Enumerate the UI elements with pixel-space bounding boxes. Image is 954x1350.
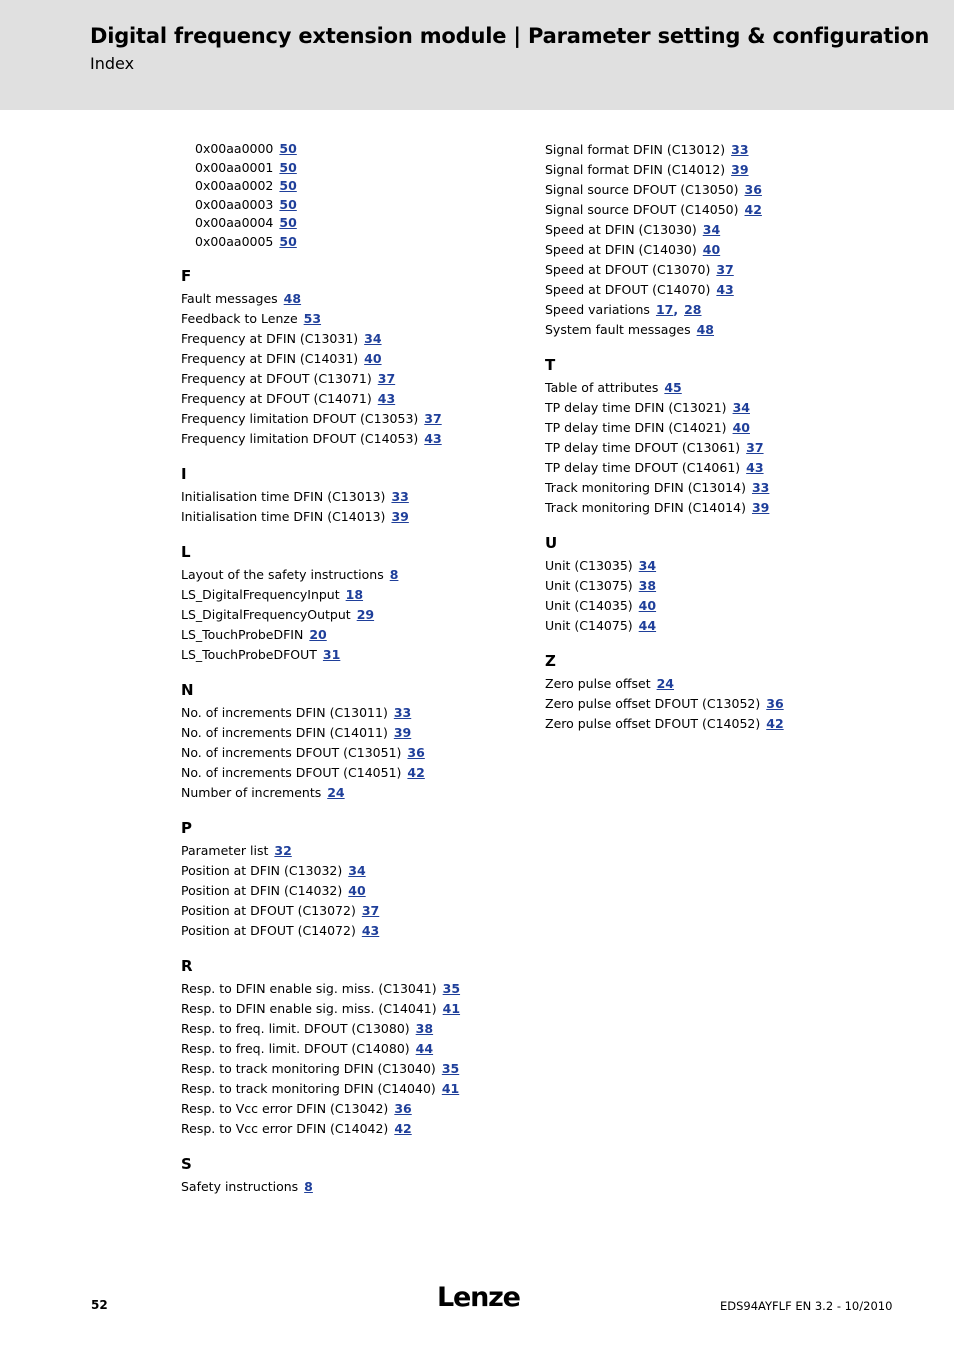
index-letter-heading: T (545, 356, 556, 374)
page-link[interactable]: 37 (716, 262, 734, 277)
index-group (545, 354, 925, 518)
index-entry (181, 1099, 521, 1119)
page-link[interactable]: 34 (348, 863, 366, 878)
index-column-left (181, 140, 521, 1211)
index-entry-text: Resp. to DFIN enable sig. miss. (C14041) (181, 1001, 437, 1016)
index-entry (181, 703, 521, 723)
index-entry (181, 565, 521, 585)
index-entry-text: No. of increments DFOUT (C14051) (181, 765, 402, 780)
index-entry-text: 0x00aa0002 (195, 178, 274, 193)
index-entry (181, 1119, 521, 1139)
page-link[interactable]: 40 (702, 242, 721, 257)
index-entry (181, 289, 521, 309)
page-header (0, 0, 954, 110)
index-entry (181, 605, 521, 625)
index-letter-heading: I (181, 465, 187, 483)
index-entry (181, 1079, 521, 1099)
index-entry (181, 901, 521, 921)
page-subtitle: Index (90, 54, 135, 73)
index-entry-text: Resp. to Vcc error DFIN (C14042) (181, 1121, 389, 1136)
page-link[interactable]: 50 (279, 159, 297, 175)
index-entry-text: No. of increments DFOUT (C13051) (181, 745, 402, 760)
index-group (181, 1153, 521, 1197)
index-entry (181, 309, 521, 329)
page-link[interactable]: 50 (279, 141, 297, 156)
page-link[interactable]: 50 (279, 178, 297, 193)
index-group (181, 140, 521, 251)
index-entry-text: Signal source DFOUT (C13050) (545, 182, 739, 197)
index-entry (181, 625, 521, 645)
index-entry-text: Speed at DFOUT (C13070) (545, 262, 711, 277)
index-group (545, 140, 925, 340)
index-entry (181, 743, 521, 763)
index-entry-text: Initialisation time DFIN (C13013) (181, 489, 386, 504)
page-link[interactable]: 24 (327, 785, 345, 800)
page-link[interactable]: 33 (731, 142, 749, 157)
index-entry-text: Parameter list (181, 843, 269, 858)
page-link[interactable]: 33 (391, 489, 409, 504)
page-link[interactable]: 35 (442, 981, 461, 996)
page-link[interactable]: 40 (348, 883, 366, 898)
page-link[interactable]: 40 (364, 351, 382, 366)
index-entry-text: No. of increments DFIN (C14011) (181, 725, 388, 740)
index-entry-text: Resp. to track monitoring DFIN (C13040) (181, 1061, 436, 1076)
index-entry (545, 220, 925, 240)
page-link[interactable]: 8 (389, 567, 399, 582)
index-entry-text: LS_TouchProbeDFOUT (181, 647, 317, 662)
page-link[interactable]: 36 (744, 182, 762, 197)
page-link[interactable]: 36 (766, 696, 784, 711)
page-link[interactable]: 20 (309, 627, 327, 642)
index-entry-text: Signal format DFIN (C14012) (545, 162, 726, 177)
index-entry-text: Number of increments (181, 785, 322, 800)
index-entry (181, 783, 521, 803)
index-group (181, 955, 521, 1139)
index-entry-text: Resp. to Vcc error DFIN (C13042) (181, 1101, 389, 1116)
index-entry (545, 280, 925, 300)
index-entry-text: Frequency at DFOUT (C14071) (181, 391, 372, 406)
index-entry-text: Speed at DFIN (C13030) (545, 222, 697, 237)
index-entry-text: Fault messages (181, 291, 278, 306)
page-link[interactable]: 38 (638, 578, 657, 593)
index-entry (545, 478, 925, 498)
page-link[interactable]: 32 (274, 843, 292, 858)
page-link[interactable]: 8 (304, 1179, 313, 1194)
index-entry (181, 881, 521, 901)
index-entry (181, 409, 521, 429)
index-entry (181, 979, 521, 999)
page-link[interactable]: 42 (394, 1121, 412, 1136)
page-link[interactable]: 36 (407, 745, 425, 760)
index-letter-heading: L (181, 543, 191, 561)
index-entry (181, 349, 521, 369)
index-entry (545, 378, 925, 398)
index-entry-text: Layout of the safety instructions (181, 567, 384, 582)
page-link[interactable]: 37 (377, 371, 396, 386)
page-link[interactable]: 29 (356, 607, 375, 622)
index-group (181, 265, 521, 449)
page-link[interactable]: 28 (684, 302, 702, 317)
index-entry-text: TP delay time DFIN (C14021) (545, 420, 727, 435)
page-link[interactable]: 50 (279, 233, 297, 249)
page-link[interactable]: 24 (656, 676, 675, 691)
index-entry (545, 418, 925, 438)
page-link[interactable]: 37 (361, 903, 380, 918)
index-letter-heading: U (545, 534, 558, 552)
index-entry (545, 160, 925, 180)
page-link[interactable]: 31 (322, 647, 341, 662)
page-link[interactable]: 42 (766, 716, 784, 731)
index-entry-text: 0x00aa0004 (195, 215, 274, 230)
index-entry-text: No. of increments DFIN (C13011) (181, 705, 388, 720)
index-entry (181, 177, 521, 196)
index-entry (545, 320, 925, 340)
index-entry-text: Zero pulse offset DFOUT (C13052) (545, 696, 761, 711)
index-entry (181, 329, 521, 349)
index-entry-text: Zero pulse offset (545, 676, 651, 691)
index-letter-heading: R (181, 957, 193, 975)
index-entry (545, 576, 925, 596)
index-entry-text: Position at DFOUT (C14072) (181, 923, 356, 938)
page-link[interactable]: 43 (377, 391, 396, 406)
index-entry (545, 616, 925, 636)
index-entry (181, 429, 521, 449)
index-entry (181, 763, 521, 783)
index-entry (545, 140, 925, 160)
index-entry-text: System fault messages (545, 322, 691, 337)
index-letter-heading: Z (545, 652, 556, 670)
index-entry (545, 438, 925, 458)
index-entry-text: Signal format DFIN (C13012) (545, 142, 726, 157)
index-entry (181, 645, 521, 665)
page-link[interactable]: 41 (442, 1001, 461, 1016)
index-entry (545, 596, 925, 616)
index-entry-text: Position at DFOUT (C13072) (181, 903, 356, 918)
index-entry-text: Table of attributes (545, 380, 659, 395)
index-entry-text: Frequency at DFIN (C13031) (181, 331, 359, 346)
index-group (181, 817, 521, 941)
page-title: Digital frequency extension module | Parameter setting & configuration (90, 24, 930, 48)
index-entry-text: Resp. to DFIN enable sig. miss. (C13041) (181, 981, 437, 996)
index-entry (181, 159, 521, 178)
index-entry-text: Resp. to track monitoring DFIN (C14040) (181, 1081, 436, 1096)
page-link[interactable]: 44 (415, 1041, 434, 1056)
lenze-logo: Lenze (437, 1282, 520, 1313)
index-entry-text: 0x00aa0001 (195, 159, 274, 175)
index-entry (181, 861, 521, 881)
index-entry-text: TP delay time DFOUT (C13061) (545, 440, 741, 455)
index-entry-text: Unit (C13075) (545, 578, 633, 593)
index-group (181, 679, 521, 803)
page-link[interactable]: 50 (279, 196, 297, 212)
index-entry-text: Resp. to freq. limit. DFOUT (C14080) (181, 1041, 410, 1056)
index-column-right (545, 140, 925, 748)
page-link[interactable]: 33 (393, 705, 412, 720)
index-entry-text: Position at DFIN (C14032) (181, 883, 343, 898)
page-link[interactable]: 42 (744, 202, 762, 217)
index-entry (181, 214, 521, 233)
page-number: 52 (91, 1298, 108, 1312)
index-entry (181, 389, 521, 409)
index-entry-text: Unit (C13035) (545, 558, 633, 573)
index-letter-heading: S (181, 1155, 192, 1173)
index-entry-text: Speed variations (545, 302, 650, 317)
page-link[interactable]: 43 (424, 431, 442, 446)
index-entry-text: Resp. to freq. limit. DFOUT (C13080) (181, 1021, 410, 1036)
index-entry-text: Position at DFIN (C13032) (181, 863, 343, 878)
index-entry-text: Feedback to Lenze (181, 311, 298, 326)
index-entry-text: Frequency at DFOUT (C13071) (181, 371, 372, 386)
index-letter-heading: P (181, 819, 192, 837)
index-entry (545, 556, 925, 576)
page-separator: , (673, 302, 679, 317)
index-entry (181, 1177, 521, 1197)
index-entry (181, 1059, 521, 1079)
index-entry-text: Track monitoring DFIN (C13014) (545, 480, 746, 495)
page-link[interactable]: 34 (732, 400, 750, 415)
page-link[interactable]: 43 (716, 282, 734, 297)
index-group (545, 650, 925, 734)
index-entry-text: Speed at DFIN (C14030) (545, 242, 697, 257)
index-entry-text: Unit (C14075) (545, 618, 633, 633)
index-entry (181, 1019, 521, 1039)
page-link[interactable]: 43 (361, 923, 380, 938)
index-entry-text: 0x00aa0005 (195, 233, 274, 249)
index-entry (181, 723, 521, 743)
index-entry (545, 694, 925, 714)
index-entry (181, 999, 521, 1019)
index-entry (545, 260, 925, 280)
page-link[interactable]: 42 (407, 765, 425, 780)
index-entry (181, 921, 521, 941)
index-entry-text: Frequency at DFIN (C14031) (181, 351, 359, 366)
index-entry-text: Safety instructions (181, 1179, 299, 1194)
page-link[interactable]: 40 (732, 420, 750, 435)
index-entry (181, 233, 521, 252)
index-entry-text: Frequency limitation DFOUT (C14053) (181, 431, 419, 446)
index-entry-text: Unit (C14035) (545, 598, 633, 613)
index-entry (545, 498, 925, 518)
page-link[interactable]: 39 (731, 162, 749, 177)
page-link[interactable]: 39 (751, 500, 770, 515)
index-group (181, 463, 521, 527)
index-entry-text: LS_DigitalFrequencyInput (181, 587, 340, 602)
index-entry (181, 196, 521, 215)
page-link[interactable]: 36 (394, 1101, 412, 1116)
index-entry (545, 398, 925, 418)
index-entry (181, 507, 521, 527)
page-link[interactable]: 17 (655, 302, 674, 317)
page-link[interactable]: 34 (364, 331, 382, 346)
index-entry (181, 369, 521, 389)
index-letter-heading: F (181, 267, 192, 285)
page-link[interactable]: 38 (415, 1021, 434, 1036)
index-entry-text: LS_TouchProbeDFIN (181, 627, 304, 642)
index-entry (181, 841, 521, 861)
index-entry (545, 180, 925, 200)
index-entry-text: Frequency limitation DFOUT (C13053) (181, 411, 419, 426)
page-link[interactable]: 48 (283, 291, 302, 306)
page-link[interactable]: 18 (345, 587, 364, 602)
page-link[interactable]: 43 (746, 460, 764, 475)
page-link[interactable]: 34 (638, 558, 657, 573)
index-entry (181, 487, 521, 507)
index-entry-text: TP delay time DFIN (C13021) (545, 400, 727, 415)
index-entry-text: Speed at DFOUT (C14070) (545, 282, 711, 297)
index-entry-text: Initialisation time DFIN (C14013) (181, 509, 386, 524)
index-entry (181, 1039, 521, 1059)
page-link[interactable]: 37 (424, 411, 442, 426)
index-entry-text: Signal source DFOUT (C14050) (545, 202, 739, 217)
page-link[interactable]: 40 (638, 598, 657, 613)
page-link[interactable]: 44 (638, 618, 657, 633)
index-entry-text: Zero pulse offset DFOUT (C14052) (545, 716, 761, 731)
page-link[interactable]: 39 (391, 509, 409, 524)
document-id: EDS94AYFLF EN 3.2 - 10/2010 (720, 1299, 893, 1313)
index-entry (545, 300, 925, 320)
index-entry-text: LS_DigitalFrequencyOutput (181, 607, 351, 622)
page-link[interactable]: 39 (393, 725, 412, 740)
index-entry (545, 240, 925, 260)
index-entry (181, 585, 521, 605)
index-entry (545, 714, 925, 734)
page-link[interactable]: 35 (441, 1061, 460, 1076)
index-group (181, 541, 521, 665)
page-link[interactable]: 37 (746, 440, 764, 455)
index-entry (545, 674, 925, 694)
page-link[interactable]: 48 (696, 322, 715, 337)
index-entry (545, 458, 925, 478)
index-entry (181, 140, 521, 159)
index-entry-text: 0x00aa0000 (195, 141, 274, 156)
page-link[interactable]: 34 (702, 222, 721, 237)
page-link[interactable]: 50 (279, 215, 297, 230)
page-link[interactable]: 33 (751, 480, 770, 495)
page-link[interactable]: 41 (441, 1081, 460, 1096)
index-entry-text: TP delay time DFOUT (C14061) (545, 460, 741, 475)
index-entry-text: 0x00aa0003 (195, 196, 274, 212)
page-link[interactable]: 45 (664, 380, 682, 395)
index-letter-heading: N (181, 681, 194, 699)
index-group (545, 532, 925, 636)
page-link[interactable]: 53 (303, 311, 322, 326)
index-entry-text: Track monitoring DFIN (C14014) (545, 500, 746, 515)
index-entry (545, 200, 925, 220)
